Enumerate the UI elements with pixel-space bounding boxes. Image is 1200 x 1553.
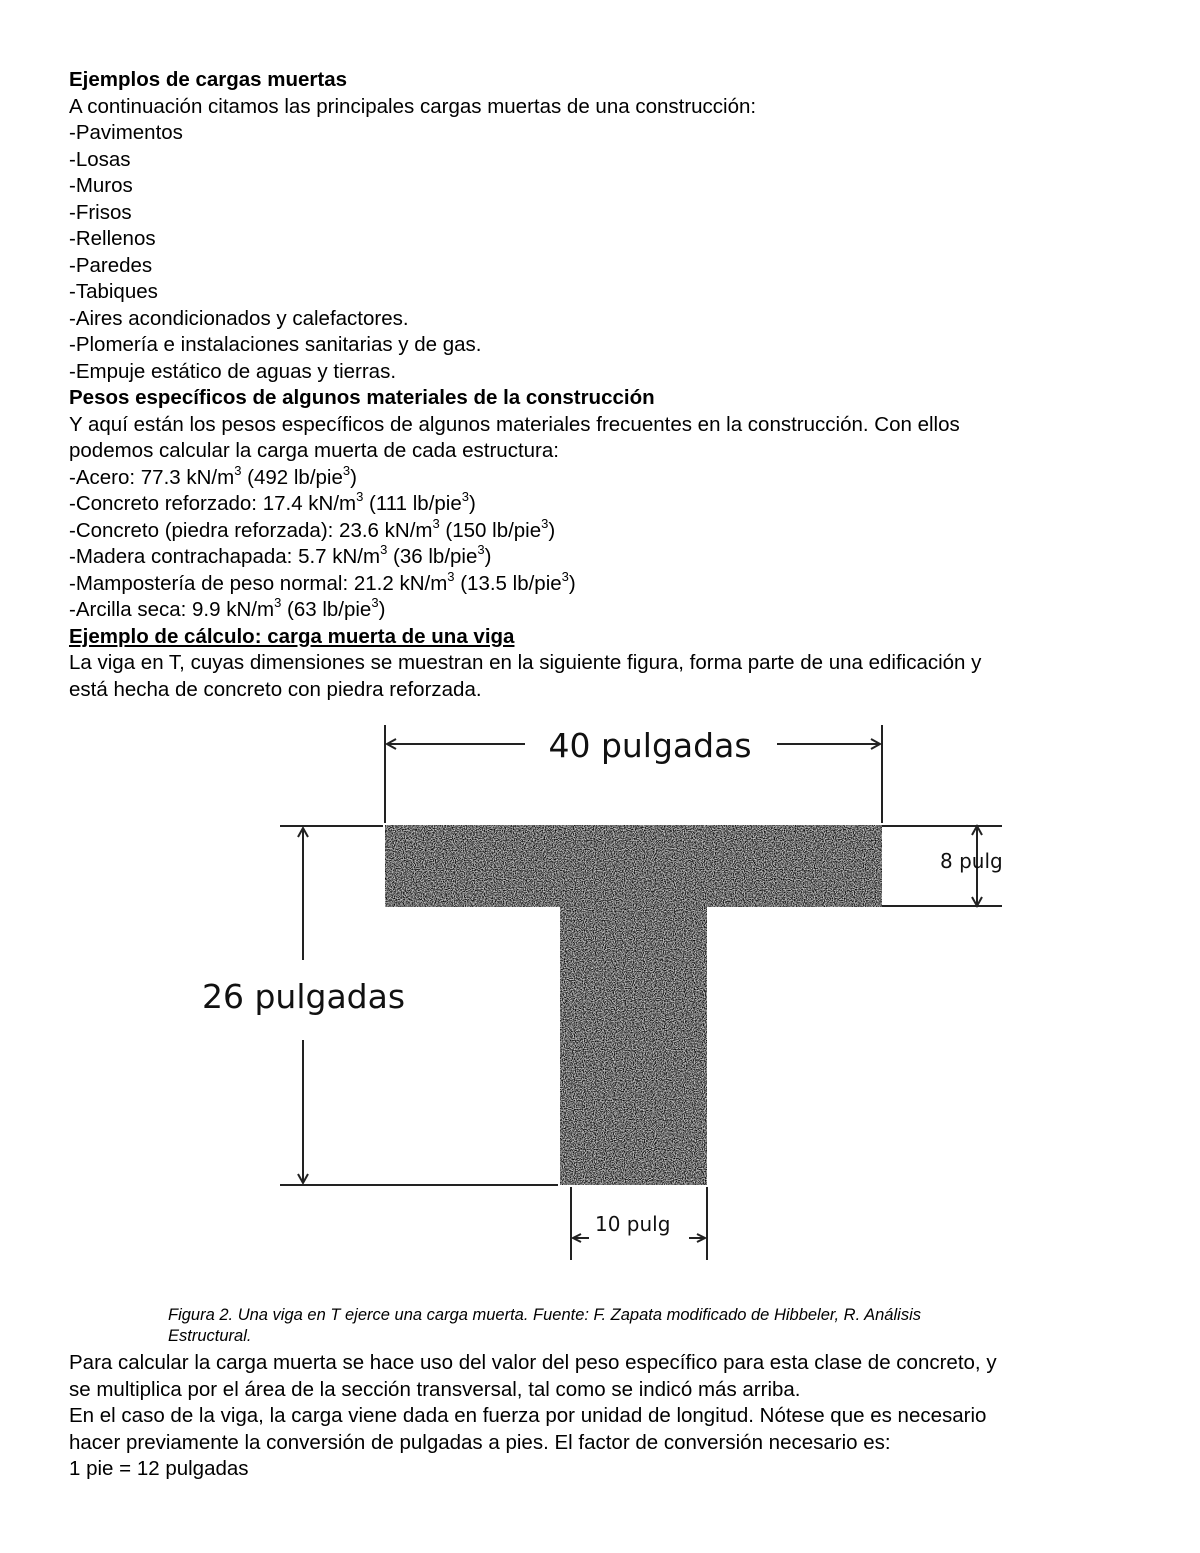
material-name: -Mampostería de peso normal: [69, 571, 354, 595]
list-item: -Muros [69, 174, 133, 197]
paragraph-line: La viga en T, cuyas dimensiones se muestran en la siguiente figura, forma parte de una edificación y [69, 651, 982, 674]
width-label: 40 pulgadas [548, 726, 752, 765]
heading-specific-weights: Pesos específicos de algunos materiales de la construcción [69, 386, 655, 409]
exponent: 3 [561, 568, 569, 584]
conversion-factor: 1 pie = 12 pulgadas [69, 1457, 249, 1480]
exponent: 3 [461, 489, 469, 505]
exponent: 3 [447, 568, 455, 584]
material-kn: 21.2 kN/m [353, 571, 448, 595]
material-item: -Madera contrachapada: 5.7 $kN/m^3$ (36 lb/pie$^3$) [69, 542, 492, 568]
exponent: 3 [274, 595, 282, 611]
material-name: -Madera contrachapada: [69, 545, 299, 568]
material-lb: 150 lb/pie [452, 518, 542, 542]
paragraph-line: hacer previamente la conversión de pulgadas a pies. El factor de conversión necesario es: [69, 1430, 891, 1454]
list-item: -Frisos [69, 200, 132, 224]
exponent: 3 [234, 462, 242, 478]
exponent: 3 [371, 595, 379, 611]
flange-label: 8 pulg [940, 849, 1003, 873]
material-lb: 492 lb/pie [253, 465, 343, 489]
material-item: -Mampostería de peso normal: 21.2 $kN/m^3$ (13.5 lb/pie$^3$) [69, 568, 576, 595]
t-beam-section [385, 825, 882, 1185]
material-kn: 17.4 kN/m [262, 492, 357, 515]
material-kn: 23.6 kN/m [339, 518, 433, 542]
exponent: 3 [541, 515, 549, 531]
material-lb: 36 lb/pie [399, 545, 478, 568]
exponent: 3 [477, 542, 485, 558]
list-item: -Paredes [69, 253, 153, 277]
paragraph-line: Para calcular la carga muerta se hace uso del valor del peso específico para esta clase de concreto, y [69, 1351, 997, 1374]
list-item: -Losas [69, 147, 131, 171]
material-item: -Concreto (piedra reforzada): 23.6 $kN/m^3$ (150 lb/pie$^3$) [69, 515, 556, 542]
caption-line: Figura 2. Una viga en T ejerce una carga muerta. Fuente: F. Zapata modificado de Hibbeler, R. Análisis [168, 1306, 921, 1324]
figure-caption [168, 1305, 1068, 1347]
web-label: 10 pulg [595, 1212, 671, 1236]
t-beam-figure [160, 705, 1040, 1270]
material-name: -Arcilla seca: [69, 598, 193, 621]
paragraph-line: podemos calcular la carga muerta de cada estructura: [69, 439, 559, 462]
caption-line: Estructural. [168, 1327, 252, 1345]
material-item: -Acero: 77.3 $kN/m^3$ (492 lb/pie$^3$) [69, 462, 357, 489]
list-item: -Tabiques [69, 280, 158, 303]
material-lb: 111 lb/pie [375, 492, 462, 515]
material-lb: 13.5 lb/pie [467, 571, 562, 595]
list-item: -Plomería e instalaciones sanitarias y de gas. [69, 333, 482, 356]
paragraph-line: En el caso de la viga, la carga viene dada en fuerza por unidad de longitud. Nótese que es necesario [69, 1404, 987, 1427]
heading-dead-load-examples: Ejemplos de cargas muertas [69, 68, 348, 91]
material-kn: 9.9 kN/m [192, 598, 275, 621]
material-kn: 77.3 kN/m [140, 465, 235, 489]
heading-calc-example: Ejemplo de cálculo: carga muerta de una viga [69, 624, 515, 648]
exponent: 3 [342, 462, 351, 478]
paragraph-line: se multiplica por el área de la sección transversal, tal como se indicó más arriba. [69, 1377, 801, 1401]
exponent: 3 [380, 542, 388, 558]
paragraph-line: está hecha de concreto con piedra reforzada. [69, 677, 482, 701]
list-item: -Empuje estático de aguas y tierras. [69, 359, 397, 383]
material-lb: 63 lb/pie [293, 598, 372, 621]
material-name: -Concreto (piedra reforzada): [69, 518, 340, 542]
material-name: -Concreto reforzado: [69, 492, 263, 515]
list-item: -Rellenos [69, 227, 156, 250]
intro-paragraph: A continuación citamos las principales cargas muertas de una construcción: [69, 94, 757, 118]
material-item: -Arcilla seca: 9.9 $kN/m^3$ (63 lb/pie$^3$) [69, 595, 386, 621]
dead-load-list [69, 120, 1139, 385]
paragraph-line: Y aquí están los pesos específicos de algunos materiales frecuentes en la construcción. Con ellos [69, 412, 960, 436]
bottom-text-block [69, 1350, 1149, 1483]
material-name: -Acero: [69, 465, 141, 489]
exponent: 3 [356, 489, 364, 505]
list-item: -Aires acondicionados y calefactores. [69, 306, 409, 330]
materials-list [69, 462, 1139, 624]
list-item: -Pavimentos [69, 121, 183, 144]
height-label: 26 pulgadas [202, 977, 406, 1016]
exponent: 3 [432, 515, 440, 531]
material-kn: 5.7 kN/m [298, 545, 381, 568]
top-text-block [69, 67, 1139, 703]
material-item: -Concreto reforzado: 17.4 $kN/m^3$ (111 lb/pie$^3$) [69, 489, 476, 515]
